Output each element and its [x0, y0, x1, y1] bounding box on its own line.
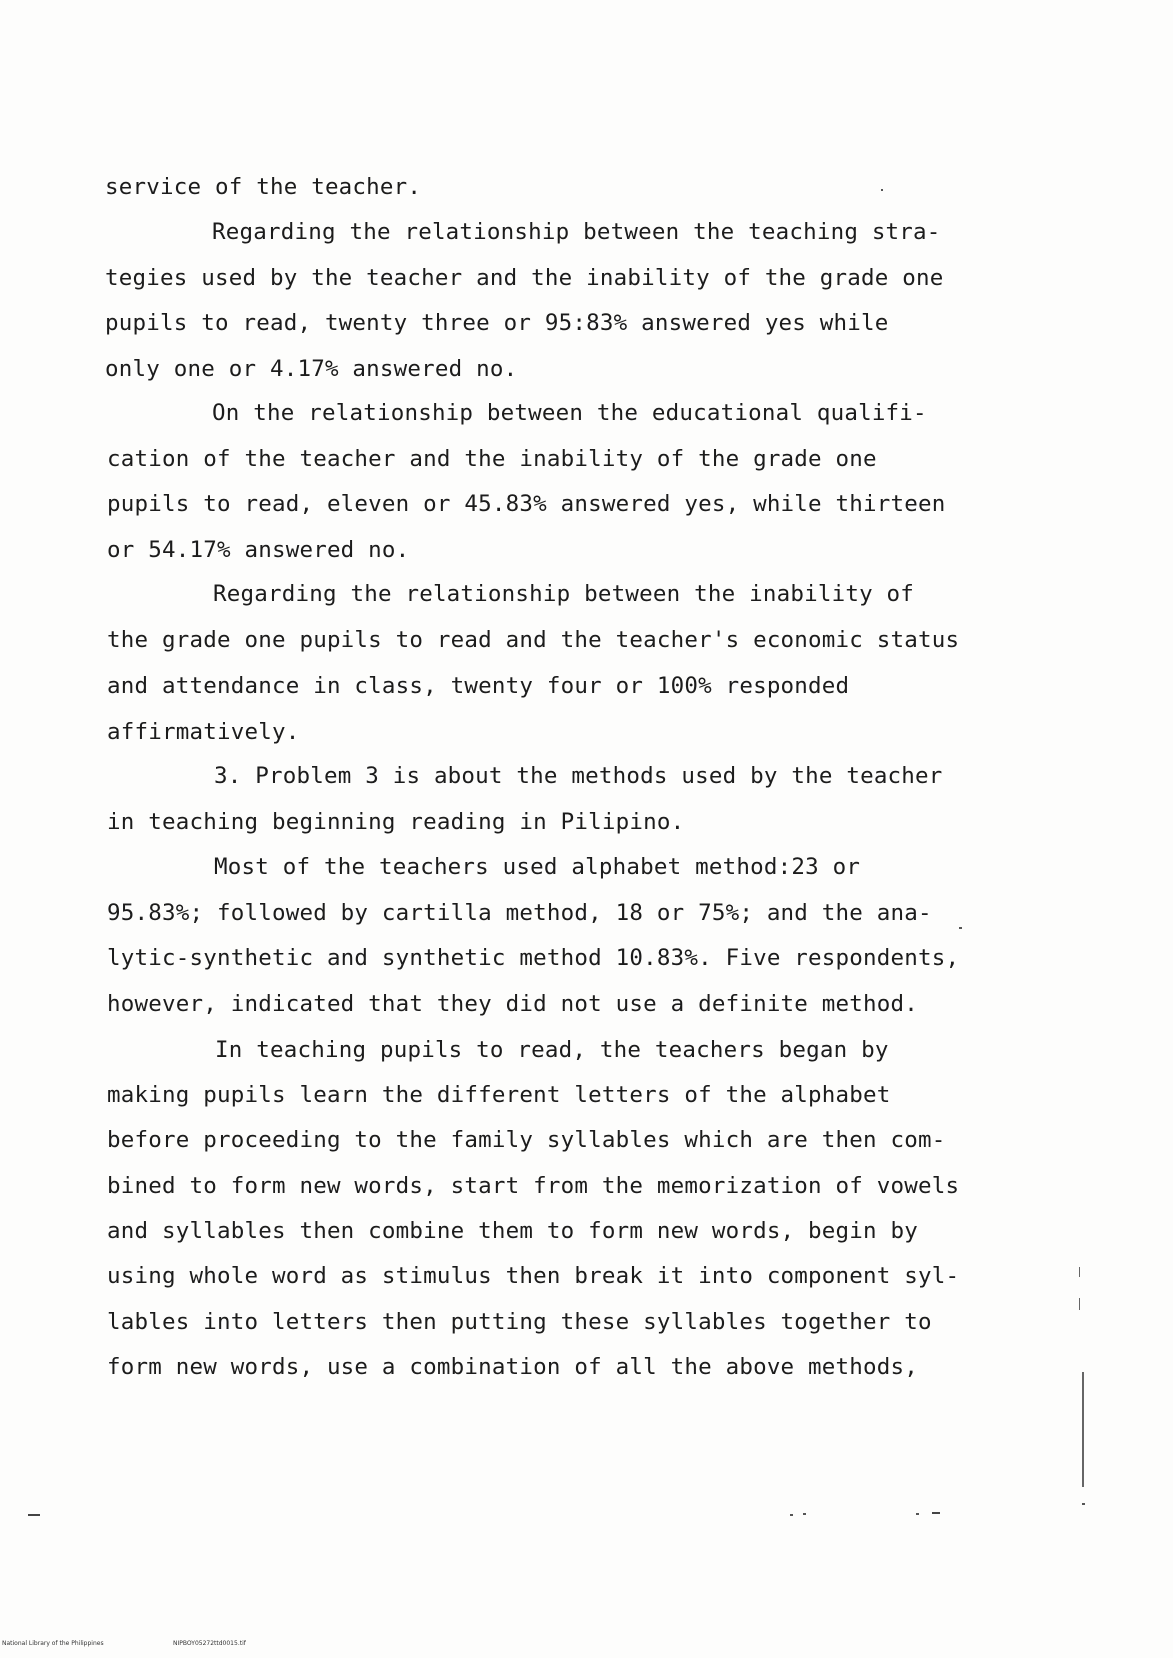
- text-line: affirmatively.: [107, 719, 300, 745]
- text-line: cation of the teacher and the inability of the grade one: [107, 446, 877, 472]
- scan-speck: [881, 189, 883, 191]
- scan-edge-line: [1079, 1267, 1080, 1277]
- text-line: or 54.17% answered no.: [107, 537, 410, 563]
- text-line: Regarding the relationship between the teaching stra-: [212, 219, 941, 245]
- text-line: service of the teacher.: [105, 174, 422, 200]
- text-line: making pupils learn the different letters of the alphabet: [107, 1082, 891, 1108]
- text-line: and syllables then combine them to form new words, begin by: [107, 1218, 919, 1244]
- text-line: however, indicated that they did not use a definite method.: [107, 991, 919, 1017]
- scan-speck: [803, 1513, 806, 1515]
- text-line: before proceeding to the family syllables which are then com-: [107, 1127, 946, 1153]
- text-line: 3. Problem 3 is about the methods used by the teacher: [214, 763, 943, 789]
- scan-edge-line: [1079, 1298, 1080, 1310]
- text-line: pupils to read, eleven or 45.83% answered yes, while thirteen: [107, 491, 946, 517]
- footer-file-id: NIPBOY05272ttd0015.tif: [173, 1640, 246, 1647]
- scan-mark: [28, 1514, 40, 1516]
- text-line: Regarding the relationship between the inability of: [213, 581, 915, 607]
- text-line: form new words, use a combination of all the above methods,: [107, 1354, 919, 1380]
- text-line: Most of the teachers used alphabet method:23 or: [214, 854, 861, 880]
- text-line: On the relationship between the educational qualifi-: [212, 400, 927, 426]
- text-line: only one or 4.17% answered no.: [105, 356, 518, 382]
- text-line: lytic-synthetic and synthetic method 10.83%. Five respondents,: [107, 945, 960, 971]
- text-line: the grade one pupils to read and the teacher's economic status: [107, 627, 960, 653]
- text-line: using whole word as stimulus then break it into component syl-: [107, 1263, 960, 1289]
- text-line: pupils to read, twenty three or 95:83% answered yes while: [105, 310, 889, 336]
- text-line: lables into letters then putting these syllables together to: [107, 1309, 932, 1335]
- scan-speck: [790, 1514, 793, 1516]
- footer-library-name: National Library of the Philippines: [2, 1640, 104, 1647]
- scan-speck: [959, 927, 962, 929]
- text-line: In teaching pupils to read, the teachers began by: [215, 1037, 889, 1063]
- scan-speck: [1082, 1503, 1085, 1505]
- text-line: in teaching beginning reading in Pilipino.: [107, 809, 685, 835]
- text-line: 95.83%; followed by cartilla method, 18 or 75%; and the ana-: [107, 900, 932, 926]
- text-line: tegies used by the teacher and the inability of the grade one: [105, 265, 944, 291]
- scan-mark: [932, 1512, 940, 1514]
- scan-edge-line: [1082, 1372, 1084, 1487]
- text-line: and attendance in class, twenty four or 100% responded: [107, 673, 850, 699]
- scan-speck: [916, 1513, 919, 1515]
- text-line: bined to form new words, start from the memorization of vowels: [107, 1173, 960, 1199]
